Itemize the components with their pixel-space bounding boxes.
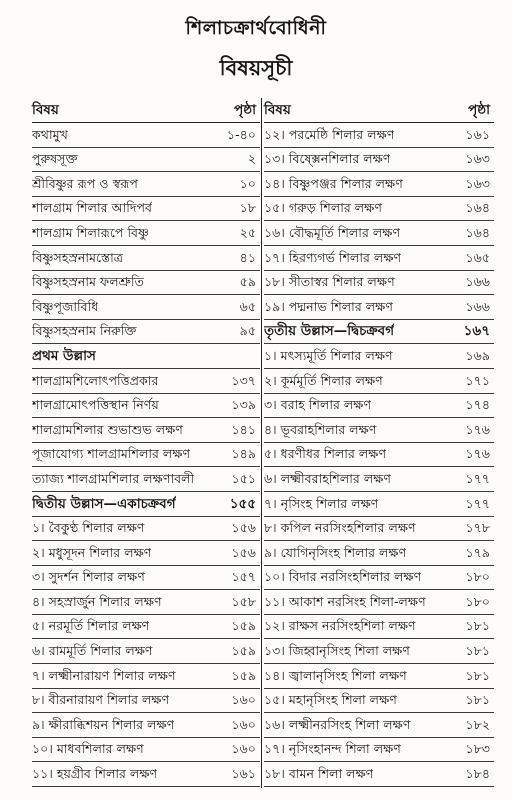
- entry-title: ১২। রাক্ষস নরসিংহশিলা লক্ষণ: [264, 618, 416, 634]
- toc-entry: [264, 762, 494, 787]
- toc-entry: [264, 418, 494, 443]
- entry-page: ১০: [239, 175, 256, 191]
- toc-entry: [264, 172, 494, 197]
- entry-page: ১৭৭: [465, 495, 490, 511]
- toc-entry: [264, 689, 494, 714]
- entry-title: কথামুখ: [32, 126, 68, 142]
- entry-title: তৃতীয় উল্লাস—দ্বিচক্রবর্গ: [264, 323, 395, 340]
- toc-entry: [264, 713, 494, 738]
- entry-page: ১৭১: [465, 372, 490, 388]
- toc-entry: [264, 443, 494, 468]
- entry-page: ১৫৭: [231, 569, 256, 585]
- toc-entry: [264, 295, 494, 320]
- toc-entry: [32, 221, 260, 246]
- entry-page: ১-৪০: [226, 126, 256, 142]
- entry-page: ১৬০: [231, 692, 256, 708]
- toc-entry: [32, 418, 260, 443]
- entry-page: ৬৫: [239, 298, 256, 314]
- entry-page: ১৬০: [231, 741, 256, 757]
- entry-page: ১৬০: [231, 716, 256, 732]
- entry-title: দ্বিতীয় উল্লাস—একাচক্রবর্গ: [32, 495, 176, 512]
- entry-title: ১। বৈকুণ্ঠ শিলার লক্ষণ: [32, 520, 145, 536]
- section-heading: [32, 344, 260, 369]
- toc-entry: [32, 295, 260, 320]
- entry-page: ১৬৪: [465, 200, 490, 216]
- entry-title: ১৬। লক্ষ্মীনরসিংহ শিলা লক্ষণ: [264, 716, 411, 732]
- entry-title: ১২। পরমেষ্ঠি শিলার লক্ষণ: [264, 126, 395, 142]
- entry-page: ২৫: [239, 224, 256, 240]
- subject-header: বিষয়: [264, 102, 291, 118]
- toc-entry: [264, 664, 494, 689]
- entry-title: ১৫। গরুড় শিলার লক্ষণ: [264, 200, 382, 216]
- entry-title: শালগ্রামশিলার শুভাশুভ লক্ষণ: [32, 421, 183, 437]
- toc-entry: [32, 197, 260, 222]
- section-heading: [264, 320, 494, 345]
- entry-title: ১০। বিদার নরসিংহশিলার লক্ষণ: [264, 569, 422, 585]
- entry-title: ১৫। মহানৃসিংহ শিলা লক্ষণ: [264, 692, 397, 708]
- entry-page: ১৫৬: [231, 544, 256, 560]
- entry-title: ১৩। বিষ্ক্সেনশিলার লক্ষণ: [264, 151, 391, 167]
- entry-title: ৪। সহস্রার্জুন শিলার লক্ষণ: [32, 593, 162, 609]
- entry-title: বিষ্ণুসহস্রনাম ফলশ্রুতি: [32, 274, 144, 290]
- entry-title: শ্রীবিষ্ণুর রূপ ও স্বরূপ: [32, 175, 138, 191]
- toc-entry: [32, 664, 260, 689]
- entry-title: ১৯। পদ্মনাভ শিলার লক্ষণ: [264, 298, 393, 314]
- book-title: শিলাচক্রার্থবোধিনী: [185, 17, 327, 39]
- entry-page: ১৩৭: [231, 372, 256, 388]
- toc-entry: [32, 541, 260, 566]
- toc-list-left: [32, 123, 260, 787]
- entry-page: ১৫৮: [231, 593, 256, 609]
- toc-entry: [32, 566, 260, 591]
- toc-column-right: [264, 96, 494, 787]
- entry-page: ২: [247, 151, 256, 167]
- entry-title: বিষ্ণুসহস্রনামস্তোত্র: [32, 249, 124, 265]
- entry-page: ১৬১: [231, 766, 256, 782]
- entry-page: ১৮৪: [465, 766, 490, 782]
- toc-entry: [32, 443, 260, 468]
- toc-entry: [264, 590, 494, 615]
- toc-entry: [264, 221, 494, 246]
- entry-page: ১৩৯: [231, 397, 256, 413]
- entry-title: ৮। বীরনারায়ণ শিলার লক্ষণ: [32, 692, 170, 708]
- toc-entry: [264, 639, 494, 664]
- toc-entry: [32, 467, 260, 492]
- entry-page: ১৬১: [465, 126, 490, 142]
- entry-page: ১৬৬: [465, 298, 490, 314]
- entry-title: ৬। লক্ষ্মীবরাহশিলার লক্ষণ: [264, 470, 392, 486]
- entry-title: ৫। ধরণীধর শিলার লক্ষণ: [264, 446, 387, 462]
- entry-page: ১৭৭: [465, 470, 490, 486]
- entry-page: ১৮১: [465, 643, 490, 659]
- toc-entry: [32, 123, 260, 148]
- page-header: পৃষ্ঠা: [234, 102, 256, 118]
- entry-page: ১৪৯: [231, 446, 256, 462]
- entry-title: ১৮। বামন শিলা লক্ষণ: [264, 766, 374, 782]
- toc-entry: [264, 566, 494, 591]
- column-divider: [261, 98, 262, 788]
- toc-list-right: [264, 123, 494, 787]
- entry-title: ১৬। বৌদ্ধমূর্তি শিলার লক্ষণ: [264, 224, 401, 240]
- toc-entry: [32, 689, 260, 714]
- entry-title: ১৮। সীতাস্বর শিলার লক্ষণ: [264, 274, 395, 290]
- entry-page: ১৬৬: [465, 274, 490, 290]
- toc-entry: [264, 123, 494, 148]
- page-header: পৃষ্ঠা: [468, 102, 490, 118]
- toc-entry: [32, 172, 260, 197]
- entry-page: ১৬৭: [463, 323, 490, 340]
- entry-title: ১৪। জ্বালানৃসিংহ শিলা লক্ষণ: [264, 667, 407, 683]
- entry-title: শালগ্রামোৎপত্তিস্থান নির্ণয়: [32, 397, 159, 413]
- section-heading: [32, 492, 260, 517]
- entry-page: ১৬৯: [465, 347, 490, 363]
- entry-page: ১৭৮: [465, 520, 490, 536]
- entry-page: ১৪১: [231, 421, 256, 437]
- entry-page: ১৫৬: [231, 520, 256, 536]
- entry-page: ১৫৫: [229, 495, 256, 512]
- entry-title: ১১। আকাশ নরসিংহ শিলা-লক্ষণ: [264, 593, 426, 609]
- entry-page: ১৬৩: [465, 175, 490, 191]
- entry-title: পূজাযোগ্য শালগ্রামশিলার লক্ষণ: [32, 446, 191, 462]
- entry-title: বিষ্ণুসহস্রনাম নিরুক্তি: [32, 323, 137, 339]
- entry-title: ১১। হয়গ্রীব শিলার লক্ষণ: [32, 766, 158, 782]
- entry-title: ৩। সুদর্শন শিলার লক্ষণ: [32, 569, 145, 585]
- subject-header: বিষয়: [32, 102, 59, 118]
- entry-page: ১৭৯: [465, 544, 490, 560]
- entry-title: ৯। যোগিনৃসিংহ শিলার লক্ষণ: [264, 544, 407, 560]
- entry-page: ১৫৯: [231, 643, 256, 659]
- toc-entry: [264, 394, 494, 419]
- entry-title: ৪। ভূবরাহশিলার লক্ষণ: [264, 421, 377, 437]
- entry-title: ১৩। জিহ্বানৃসিংহ শিলা লক্ষণ: [264, 643, 410, 659]
- toc-entry: [32, 639, 260, 664]
- entry-title: ৩। বরাহ শিলার লক্ষণ: [264, 397, 372, 413]
- toc-entry: [32, 246, 260, 271]
- toc-entry: [264, 615, 494, 640]
- entry-page: ৯৫: [239, 323, 256, 339]
- entry-page: ১৮৩: [465, 741, 490, 757]
- entry-page: ১৬৪: [465, 224, 490, 240]
- toc-column-left: [32, 96, 260, 787]
- entry-title: ১৭। হিরণ্যগর্ভ শিলার লক্ষণ: [264, 249, 402, 265]
- toc-entry: [264, 492, 494, 517]
- entry-title: শালগ্রামশিলোৎপত্তিপ্রকার: [32, 372, 159, 388]
- toc-entry: [32, 738, 260, 763]
- entry-title: ২। মধুসূদন শিলার লক্ষণ: [32, 544, 152, 560]
- toc-entry: [32, 615, 260, 640]
- entry-title: ৯। ক্ষীরাব্ধিশয়ন শিলার লক্ষণ: [32, 716, 175, 732]
- entry-page: ১৬৫: [465, 249, 490, 265]
- entry-title: ৫। নরমূর্তি শিলার লক্ষণ: [32, 618, 150, 634]
- entry-page: ১৮২: [465, 716, 490, 732]
- toc-entry: [32, 148, 260, 173]
- toc-entry: [32, 590, 260, 615]
- entry-title: প্রথম উল্লাস: [32, 347, 96, 364]
- entry-title: ত্যাজ্য শালগ্রামশিলার লক্ষণাবলী: [32, 470, 195, 486]
- entry-page: ১৭৬: [465, 421, 490, 437]
- entry-title: ৮। কপিল নরসিংহশিলার লক্ষণ: [264, 520, 416, 536]
- toc-entry: [264, 738, 494, 763]
- entry-page: ১৮০: [465, 593, 490, 609]
- entry-page: ১৭৬: [465, 446, 490, 462]
- entry-title: ১৭। নৃসিংহানন্দ শিলা লক্ষণ: [264, 741, 401, 757]
- entry-page: ৪১: [239, 249, 256, 265]
- toc-entry: [264, 344, 494, 369]
- toc-entry: [264, 467, 494, 492]
- entry-page: ১৮১: [465, 692, 490, 708]
- toc-entry: [32, 517, 260, 542]
- toc-entry: [32, 320, 260, 345]
- toc-entry: [264, 517, 494, 542]
- toc-entry: [32, 271, 260, 296]
- entry-title: ৭। লক্ষ্মীনারায়ণ শিলার লক্ষণ: [32, 667, 176, 683]
- entry-page: ১৮০: [465, 569, 490, 585]
- toc-entry: [264, 369, 494, 394]
- entry-page: ১৮১: [465, 618, 490, 634]
- toc-entry: [32, 369, 260, 394]
- entry-page: ১৭৪: [465, 397, 490, 413]
- toc-entry: [264, 246, 494, 271]
- toc-title: বিষয়সূচী: [219, 56, 293, 80]
- entry-title: পুরুষসূক্ত: [32, 151, 78, 167]
- entry-title: শালগ্রাম শিলার আদিপর্ব: [32, 200, 153, 216]
- entry-title: ২। কূর্মমূর্তি শিলার লক্ষণ: [264, 372, 383, 388]
- entry-page: ১৫৯: [231, 667, 256, 683]
- toc-entry: [264, 541, 494, 566]
- toc-entry: [32, 394, 260, 419]
- entry-page: ১৬৩: [465, 151, 490, 167]
- toc-entry: [32, 762, 260, 787]
- column-header: [32, 96, 260, 123]
- entry-title: ৭। নৃসিংহ শিলার লক্ষণ: [264, 495, 379, 511]
- entry-page: ১৫৯: [231, 618, 256, 634]
- entry-page: ১৫১: [231, 470, 256, 486]
- toc-entry: [32, 713, 260, 738]
- entry-page: ১৮: [239, 200, 256, 216]
- entry-title: ৬। রামমূর্তি শিলার লক্ষণ: [32, 643, 153, 659]
- column-header: [264, 96, 494, 123]
- entry-title: শালগ্রাম শিলারূপে বিষ্ণু: [32, 224, 149, 240]
- entry-title: বিষ্ণুপূজাবিধি: [32, 298, 99, 314]
- entry-title: ১। মৎস্যমূর্তি শিলার লক্ষণ: [264, 347, 393, 363]
- entry-page: ৫৯: [239, 274, 256, 290]
- entry-page: ১৮১: [465, 667, 490, 683]
- entry-title: ১৪। বিষ্ণুপঞ্জর শিলার লক্ষণ: [264, 175, 403, 191]
- toc-entry: [264, 197, 494, 222]
- toc-entry: [264, 148, 494, 173]
- toc-entry: [264, 271, 494, 296]
- entry-title: ১০। মাধবশিলার লক্ষণ: [32, 741, 144, 757]
